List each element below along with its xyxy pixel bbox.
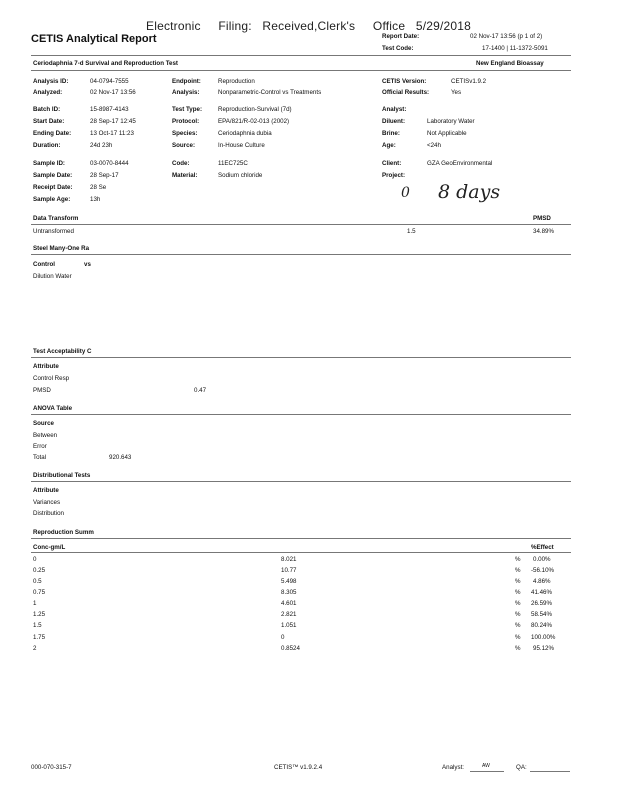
data-transform-mid-value: 1.5 [407, 228, 416, 235]
pct-cell: % [515, 589, 521, 596]
info-value: Sodium chloride [218, 172, 263, 179]
anova-total: Total [33, 454, 47, 461]
footer-doc-id: 000-070-315-7 [31, 764, 72, 771]
info-value: EPA/821/R-02-013 (2002) [218, 118, 290, 125]
anova-error: Error [33, 443, 47, 450]
stamp-prefix: Electronic [146, 19, 201, 33]
stamp-filing: Filing: [218, 19, 252, 33]
info-value: Ceriodaphnia dubia [218, 130, 272, 137]
info-value: GZA GeoEnvironmental [427, 160, 493, 167]
effect-cell: 4.86% [533, 578, 551, 585]
info-label: Receipt Date: [33, 184, 73, 191]
info-value: 15-8987-4143 [90, 106, 129, 113]
anova-rule [31, 414, 571, 415]
info-label: Brine: [382, 130, 400, 137]
info-value: CETISv1.9.2 [451, 78, 487, 85]
reproduction-rule [31, 538, 571, 539]
distributional-variances: Variances [33, 499, 61, 506]
info-label: CETIS Version: [382, 78, 427, 85]
info-value: 13 Oct-17 11:23 [90, 130, 134, 137]
effect-header: %Effect [531, 544, 554, 551]
info-value: Reproduction-Survival (7d) [218, 106, 292, 113]
info-label: Start Date: [33, 118, 65, 125]
conc-cell: 0.75 [33, 589, 46, 596]
info-label: Material: [172, 172, 198, 179]
conc-cell: 1.5 [33, 622, 42, 629]
info-value: Yes [451, 89, 462, 96]
test-acceptability-rule [31, 357, 571, 358]
info-value: 28 Sep-17 12:45 [90, 118, 136, 125]
info-label: Sample ID: [33, 160, 65, 167]
info-value: In-House Culture [218, 142, 265, 149]
pct-cell: % [515, 645, 521, 652]
pmsd-acceptability-value: 0.47 [194, 387, 207, 394]
test-acceptability-title: Test Acceptability C [33, 348, 92, 355]
handwritten-note: 8 days [438, 181, 501, 203]
stamp-date: 5/29/2018 [415, 19, 472, 33]
lab-name: New England Bioassay [476, 60, 544, 67]
info-label: Batch ID: [33, 106, 61, 113]
effect-cell: -56.10% [531, 567, 555, 574]
steel-rule [31, 254, 571, 255]
info-value: <24h [427, 142, 441, 149]
steel-dilution: Dilution Water [33, 273, 72, 280]
reproduction-header-rule [31, 552, 571, 553]
effect-cell: 80.24% [531, 622, 552, 629]
anova-between: Between [33, 432, 58, 439]
info-value: 04-0794-7555 [90, 78, 129, 85]
info-label: Protocol: [172, 118, 200, 125]
conc-cell: 2 [33, 645, 37, 652]
info-value: 28 Se [90, 184, 107, 191]
info-label: Test Type: [172, 106, 203, 113]
info-value: 02 Nov-17 13:56 [90, 89, 136, 96]
effect-cell: 100.00% [531, 634, 556, 641]
mean-cell: 8.305 [281, 589, 297, 596]
info-value: 24d 23h [90, 142, 113, 149]
info-label: Endpoint: [172, 78, 201, 85]
header-rule [31, 55, 571, 56]
section-rule [31, 70, 571, 71]
conc-header: Conc-gm/L [33, 544, 66, 551]
info-value: 13h [90, 196, 101, 203]
effect-cell: 41.46% [531, 589, 552, 596]
mean-cell: 5.498 [281, 578, 297, 585]
pct-cell: % [515, 634, 521, 641]
footer-version: CETIS™ v1.9.2.4 [274, 764, 323, 771]
conc-cell: 0 [33, 556, 37, 563]
report-date-label: Report Date: [382, 33, 420, 40]
footer-analyst-label: Analyst: [442, 764, 465, 771]
footer-qa-label: QA: [516, 764, 527, 771]
info-label: Analyzed: [33, 89, 63, 96]
test-name: Ceriodaphnia 7-d Survival and Reproduction Test [33, 60, 178, 67]
report-date: 02 Nov-17 13:56 (p 1 of 2) [470, 33, 543, 40]
stamp-received: Received,Clerk's [262, 19, 356, 33]
conc-cell: 0.5 [33, 578, 42, 585]
info-label: Ending Date: [33, 130, 72, 137]
conc-cell: 1.25 [33, 611, 46, 618]
handwritten-zero: 0 [401, 185, 410, 201]
effect-cell: 0.00% [533, 556, 551, 563]
pct-cell: % [515, 600, 521, 607]
effect-cell: 58.54% [531, 611, 552, 618]
filing-stamp [146, 19, 471, 33]
mean-cell: 0 [281, 634, 285, 641]
pct-cell: % [515, 578, 521, 585]
pct-cell: % [515, 567, 521, 574]
steel-vs: vs [84, 261, 91, 268]
qa-signature-line [530, 771, 570, 772]
info-label: Project: [382, 172, 406, 179]
info-label: Analysis: [172, 89, 200, 96]
control-resp: Control Resp [33, 375, 70, 382]
mean-cell: 10.77 [281, 567, 297, 574]
info-label: Analyst: [382, 106, 407, 113]
info-label: Official Results: [382, 89, 430, 96]
info-value: 11EC725C [218, 160, 248, 167]
distributional-attribute: Attribute [33, 487, 59, 494]
info-label: Age: [382, 142, 396, 149]
info-value: Not Applicable [427, 130, 467, 137]
stamp-office: Office [372, 19, 406, 33]
info-label: Sample Age: [33, 196, 71, 203]
steel-control: Control [33, 261, 55, 268]
effect-cell: 26.59% [531, 600, 552, 607]
pct-cell: % [515, 556, 521, 563]
anova-source: Source [33, 420, 54, 427]
pct-cell: % [515, 622, 521, 629]
test-acceptability-attribute: Attribute [33, 363, 59, 370]
info-value: 03-0070-8444 [90, 160, 129, 167]
distributional-title: Distributional Tests [33, 472, 91, 479]
info-label: Client: [382, 160, 402, 167]
conc-cell: 0.25 [33, 567, 46, 574]
anova-title: ANOVA Table [33, 405, 73, 412]
test-code: 17-1400 | 11-1372-5091 [482, 45, 548, 52]
mean-cell: 8.021 [281, 556, 297, 563]
info-value: Reproduction [218, 78, 255, 85]
mean-cell: 4.601 [281, 600, 297, 607]
pmsd-label: PMSD [33, 387, 51, 394]
anova-total-value: 920.643 [109, 454, 132, 461]
data-transform-rule [31, 224, 571, 225]
info-label: Diluent: [382, 118, 406, 125]
info-label: Species: [172, 130, 198, 137]
distributional-distribution: Distribution [33, 510, 64, 517]
info-label: Duration: [33, 142, 61, 149]
data-transform-value: Untransformed [33, 228, 74, 235]
info-label: Source: [172, 142, 196, 149]
pmsd-value: 34.89% [533, 228, 554, 235]
pmsd-header: PMSD [533, 215, 551, 222]
info-value: Nonparametric-Control vs Treatments [218, 89, 322, 96]
report-title: CETIS Analytical Report [31, 33, 157, 45]
effect-cell: 95.12% [533, 645, 554, 652]
analyst-signature-line [470, 771, 504, 772]
info-label: Sample Date: [33, 172, 73, 179]
steel-title: Steel Many-One Ra [33, 245, 90, 252]
mean-cell: 2.821 [281, 611, 297, 618]
conc-cell: 1 [33, 600, 37, 607]
mean-cell: 1.051 [281, 622, 297, 629]
info-value: 28 Sep-17 [90, 172, 119, 179]
pct-cell: % [515, 611, 521, 618]
info-label: Analysis ID: [33, 78, 69, 85]
data-transform-title: Data Transform [33, 215, 79, 222]
info-label: Code: [172, 160, 190, 167]
footer-analyst-initials: AW [482, 763, 490, 769]
conc-cell: 1.75 [33, 634, 46, 641]
distributional-rule [31, 481, 571, 482]
mean-cell: 0.8524 [281, 645, 300, 652]
reproduction-title: Reproduction Summ [33, 529, 94, 536]
info-value: Laboratory Water [427, 118, 475, 125]
test-code-label: Test Code: [382, 45, 414, 52]
